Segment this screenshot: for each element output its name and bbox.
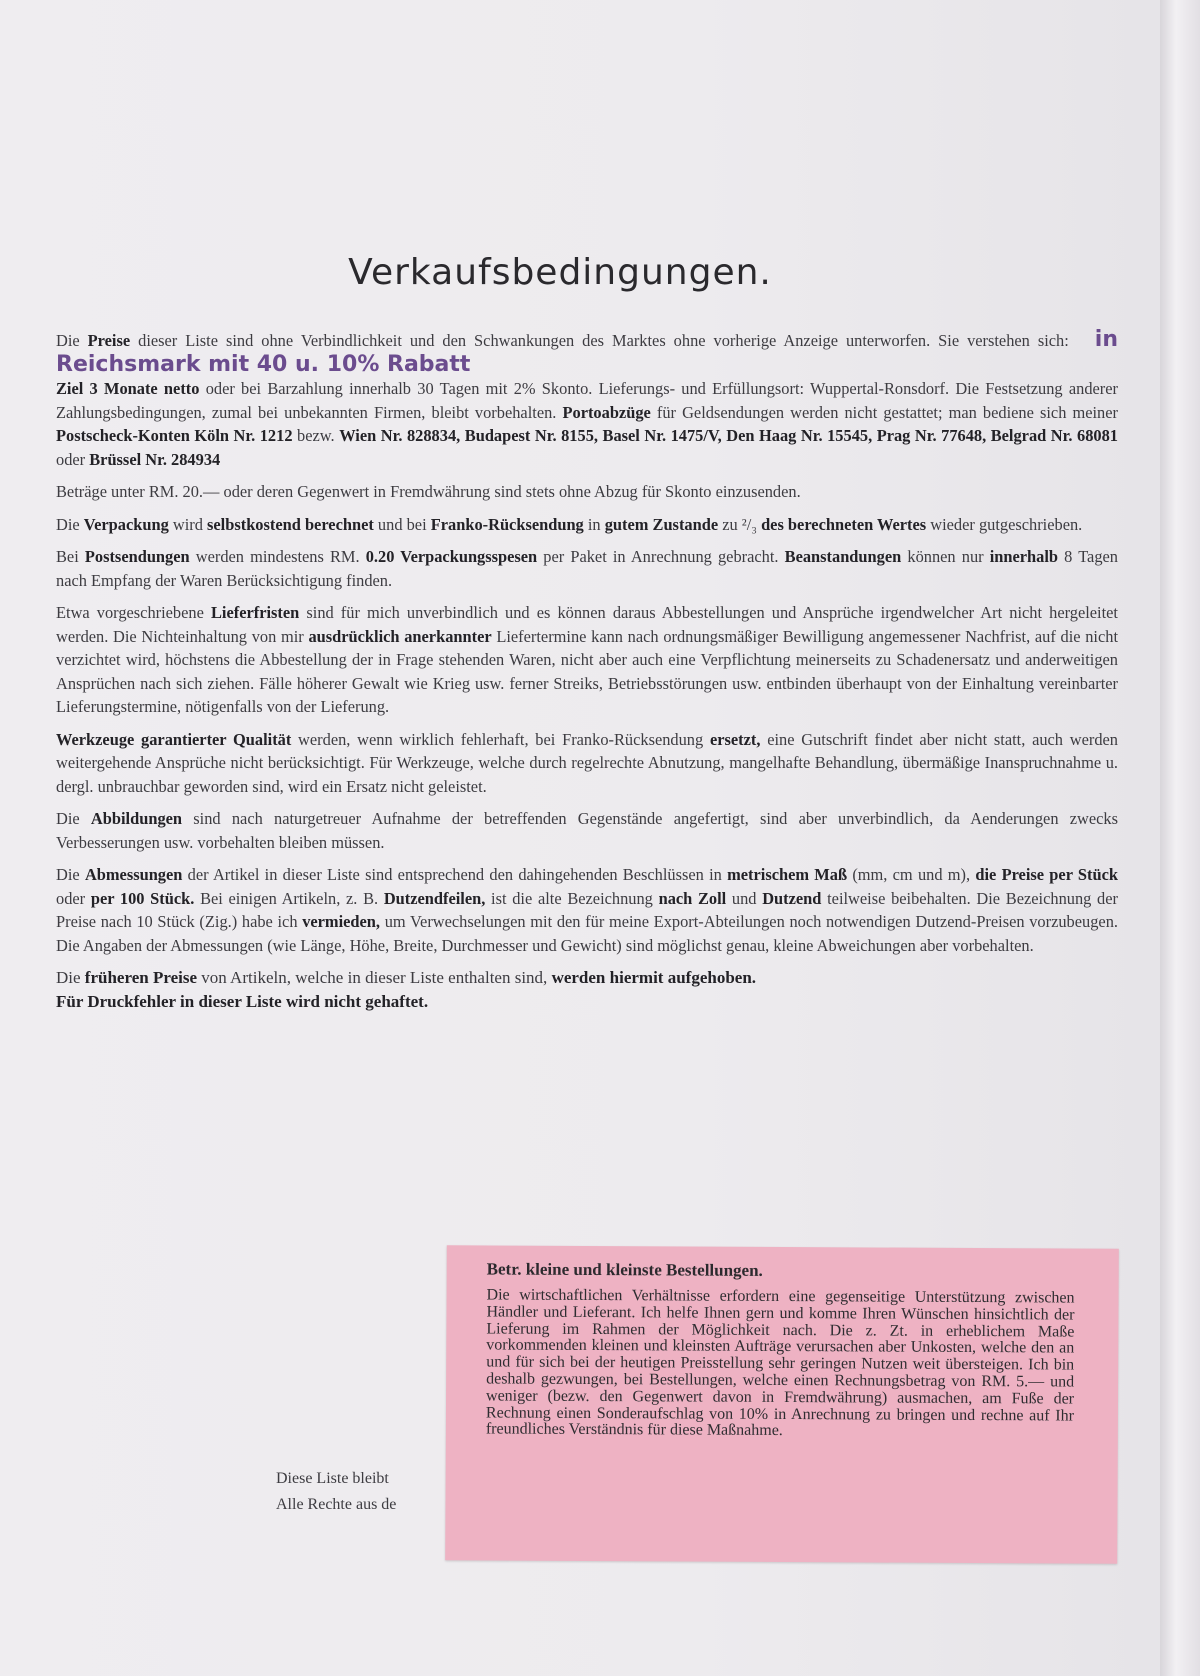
text: bezw. xyxy=(292,426,340,445)
bold-text: Verpackung xyxy=(83,514,169,534)
text: eine Gutschrift findet aber nicht statt, auch werden weitergehende Ansprüche nicht berücksichtigt. Für Werkzeuge, welche durch regelrechte Abnutzung, mangelhafte Behandlung, übermäßige Inanspruchnahme u. dergl. unbrauchbar geworden sind, wird ein Ersatz nicht geleistet. xyxy=(56,729,1118,796)
bold-text: werden hiermit aufgehoben. xyxy=(551,968,757,987)
text: Die xyxy=(56,331,88,350)
text: und bei xyxy=(373,514,431,534)
text: ist die alte Bezeichnung xyxy=(485,888,659,908)
text: per Paket in Anrechnung gebracht. xyxy=(537,547,785,566)
page-edge xyxy=(1160,0,1200,1676)
footer-note xyxy=(276,1466,446,1518)
text: werden mindestens RM. xyxy=(189,547,366,566)
text: 8 Tagen nach Empfang der Waren Berücksichtigung finden. xyxy=(56,547,1118,590)
bold-text: Beanstandungen xyxy=(784,547,902,566)
notice-title: Betr. kleine und kleinste Bestellungen. xyxy=(486,1259,763,1280)
text: oder bei Barzahlung innerhalb 30 Tagen mit 2% Skonto. Lieferungs- und Erfüllungsort: Wuppertal-Ronsdorf. Die Festsetzung anderer Zahlungsbedingungen, zumal bei unbekannten Firmen, bleibt vorbehalten. xyxy=(56,379,1119,422)
bold-text: Portoabzüge xyxy=(562,402,651,422)
paragraph-delivery xyxy=(56,601,1118,719)
bold-text: 0.20 Verpackungsspesen xyxy=(365,547,538,566)
text: sind nach naturgetreuer Aufnahme der betreffenden Gegenstände angefertigt, sind aber unverbindlich, da Aenderungen zwecks Verbesserungen usw. vorbehalten bleiben müssen. xyxy=(56,809,1119,852)
text: Die xyxy=(56,968,85,987)
bold-text: innerhalb xyxy=(989,547,1059,566)
text: oder xyxy=(56,449,90,469)
text: von Artikeln, welche in dieser Liste enthalten sind, xyxy=(197,968,552,987)
small-orders-notice xyxy=(445,1245,1119,1564)
bold-text: metrischem Maß xyxy=(727,865,848,884)
text: Bei einigen Artikeln, z. B. xyxy=(194,888,384,908)
paragraph-dimensions xyxy=(56,863,1118,957)
bold-text: Postsendungen xyxy=(84,547,190,566)
text: Bei xyxy=(56,547,85,566)
bold-text: Ziel 3 Monate netto xyxy=(56,379,200,398)
misprint-disclaimer: Für Druckfehler in dieser Liste wird nicht gehaftet. xyxy=(56,991,429,1011)
reichsmark-stamp: in Reichsmark mit 40 u. 10% Rabatt xyxy=(56,327,1118,377)
bold-text: gutem Zustande xyxy=(604,514,719,534)
bold-text: Dutzendfeilen, xyxy=(383,888,486,908)
paragraph-prices xyxy=(56,328,1118,471)
text: Die xyxy=(56,809,91,828)
bold-text: ersetzt, xyxy=(709,729,761,749)
text: werden, wenn wirklich fehlerhaft, bei Franko-Rücksendung xyxy=(291,729,710,749)
bold-text: Brüssel Nr. 284934 xyxy=(89,449,221,469)
footer-line: Diese Liste bleibt xyxy=(276,1470,389,1487)
page-title: Verkaufsbedingungen. xyxy=(348,252,772,294)
bold-text: Postscheck-Konten Köln Nr. 1212 xyxy=(56,426,293,445)
bold-text: Abmessungen xyxy=(84,865,183,884)
bold-text: selbstkostend berechnet xyxy=(207,514,374,534)
text: wird xyxy=(168,514,208,534)
text: dieser Liste sind ohne Verbindlichkeit und den Schwankungen des Marktes ohne vorherige Anzeige unterworfen. Sie verstehen sich: xyxy=(130,331,1069,350)
bold-text: Werkzeuge garantierter Qualität xyxy=(56,729,292,749)
bold-text: die Preise per Stück xyxy=(975,865,1119,884)
text: oder xyxy=(56,888,91,908)
text: Die xyxy=(56,865,85,884)
footer-line: Alle Rechte aus de xyxy=(276,1496,397,1513)
text: Liefertermine kann nach ordnungsmäßiger Bewilligung angemessener Nachfrist, auf die nicht verzichtet wird, höchstens die Abbestellung der in Frage stehenden Waren, nicht aber auch eine Verpflichtung meinerseits zu Schadenersatz und anderweitigen Ansprüchen nach sich ziehen. Fälle höherer Gewalt wie Krieg usw. ferner Streiks, Betriebsstörungen usw. entbinden überhaupt von der Einhaltung vereinbarter Lieferungstermine, nötigenfalls von der Lieferung. xyxy=(56,626,1118,716)
paragraph-tools xyxy=(56,728,1118,799)
bold-text: Preise xyxy=(87,331,131,350)
bold-text: Lieferfristen xyxy=(210,603,300,622)
text: zu ²/₃ xyxy=(718,514,762,534)
text: und xyxy=(726,888,763,908)
bold-text: nach Zoll xyxy=(658,888,727,908)
text: der Artikel in dieser Liste sind entsprechend den dahingehenden Beschlüssen in xyxy=(182,865,728,884)
paragraph-illustrations xyxy=(56,807,1118,854)
bold-text: des berechneten Wertes xyxy=(761,514,927,534)
paragraph-packaging xyxy=(56,513,1118,537)
bold-text: vermieden, xyxy=(302,912,381,931)
text: in xyxy=(583,514,605,534)
text: Etwa vorgeschriebene xyxy=(56,603,211,622)
bold-text: Abbildungen xyxy=(90,809,183,828)
text: (mm, cm und m), xyxy=(847,865,976,884)
paragraph-postal xyxy=(56,545,1118,592)
bold-text: Wien Nr. 828834, Budapest Nr. 8155, Basel Nr. 1475/V, Den Haag Nr. 15545, Prag Nr. 77648, Belgrad Nr. 68081 xyxy=(339,426,1118,445)
bold-text: ausdrücklich anerkannter xyxy=(308,626,492,646)
text: teilweise beibehalten. Die Bezeichnung der Preise nach 10 Stück (Zig.) habe ich xyxy=(56,888,1118,931)
bold-text: Dutzend xyxy=(762,888,822,908)
text: sind für mich unverbindlich und es können daraus Abbestellungen und Ansprüche irgendwelcher Art nicht hergeleitet werden. Die Nichteinhaltung von mir xyxy=(56,603,1118,646)
text: wieder gutgeschrieben. xyxy=(926,514,1083,534)
notice-body: Die wirtschaftlichen Verhältnisse erfordern eine gegenseitige Unterstützung zwischen Händler und Lieferant. Ich helfe Ihnen gern und komme Ihren Wünschen hinsichtlich der Lieferung im Rahmen der Möglichkeit nach. Die z. Zt. in erheblichem Maße vorkommenden kleinen und kleinsten Aufträge verursachen aber Unkosten, welche den an und für sich bei der heutigen Preisstellung sehr geringen Nutzen weit übersteigen. Ich bin deshalb gezwungen, bei Bestellungen, welche einen Rechnungsbetrag von RM. 5.— und weniger (bezw. den Gegenwert davon in Fremdwährung) ausmachen, am Fuße der Rechnung einen Sonderaufschlag von 10% in Anrechnung zu bringen und rechne auf Ihr freundliches Verständnis für diese Maßnahme. xyxy=(485,1286,1075,1440)
terms-body xyxy=(56,328,1118,1022)
text: Die xyxy=(56,514,84,534)
paragraph-small-amounts: Beträge unter RM. 20.— oder deren Gegenwert in Fremdwährung sind stets ohne Abzug für Skonto einzusenden. xyxy=(56,482,801,501)
bold-text: früheren Preise xyxy=(84,968,197,987)
text: um Verwechselungen mit den für meine Export-Abteilungen noch notwendigen Dutzend-Preisen vorzubeugen. Die Angaben der Abmessungen (wie Länge, Höhe, Breite, Durchmesser und Gewicht) sind möglichst genau, kleine Abweichungen aber vorbehalten. xyxy=(56,912,1118,955)
paragraph-previous-prices xyxy=(56,966,1118,1013)
text: können nur xyxy=(901,547,990,566)
bold-text: Franko-Rücksendung xyxy=(430,514,584,534)
bold-text: per 100 Stück. xyxy=(90,888,195,908)
text: für Geldsendungen werden nicht gestattet; man bediene sich meiner xyxy=(650,402,1118,422)
